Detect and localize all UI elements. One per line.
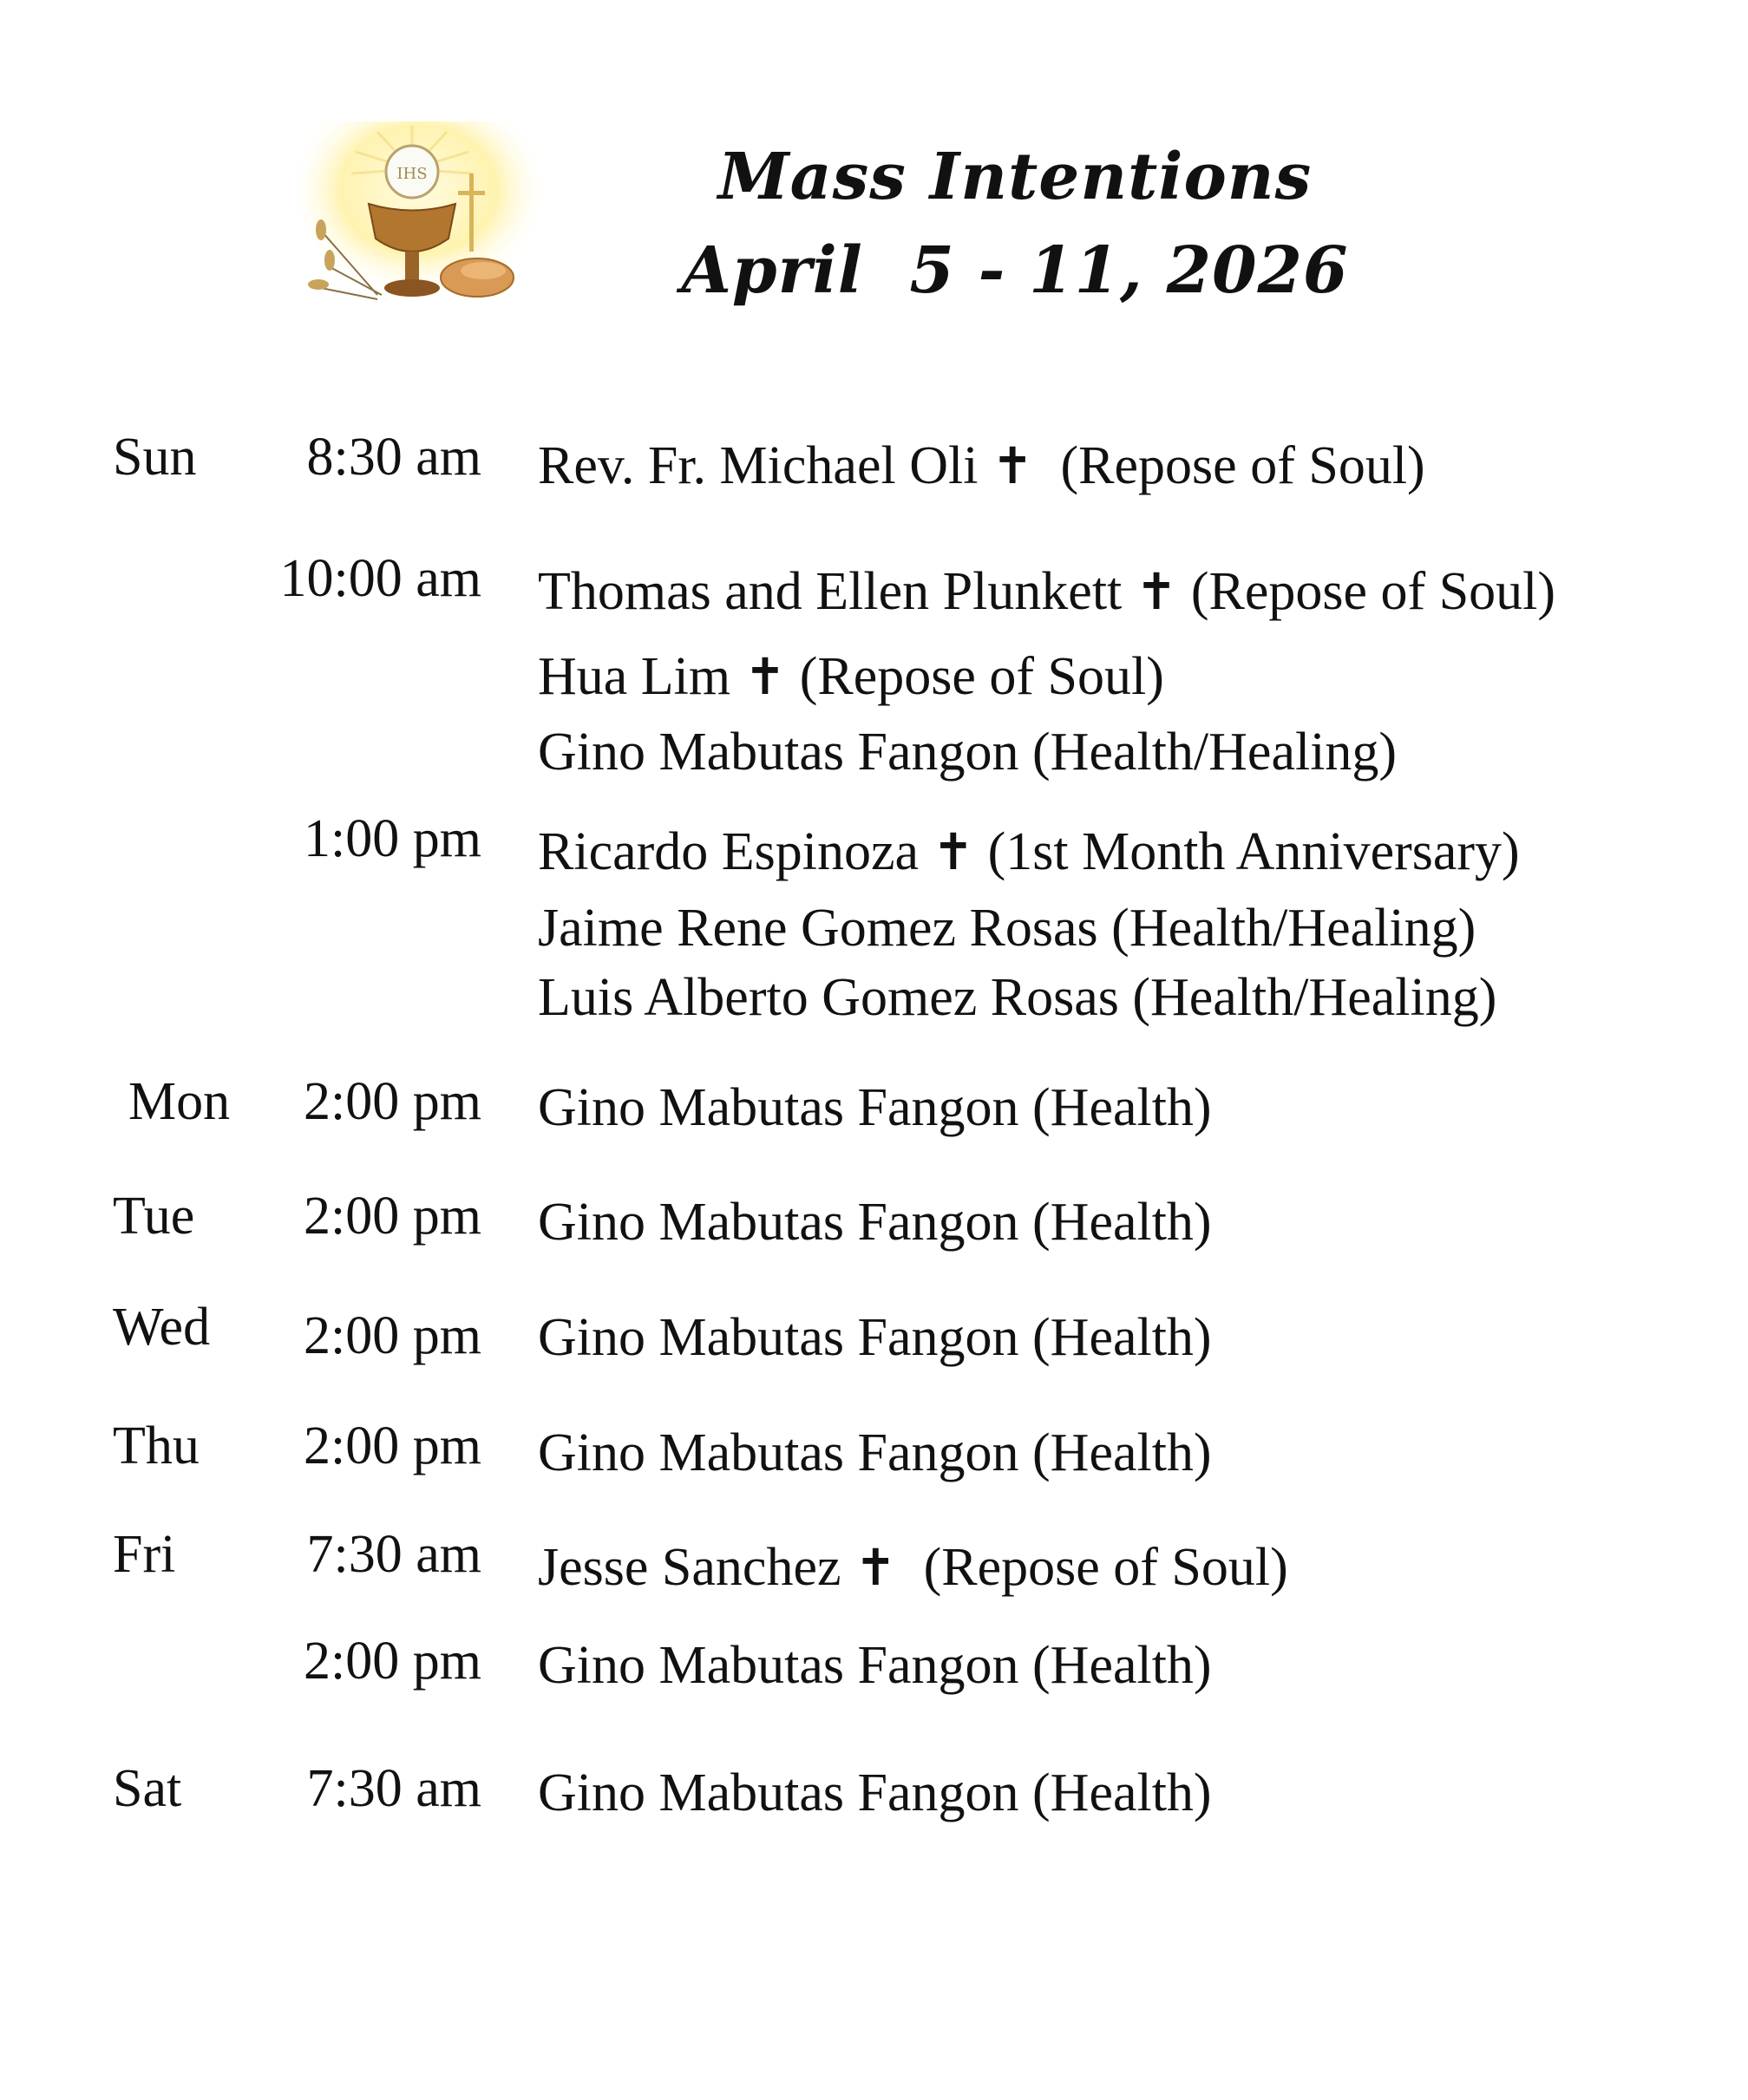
title-line-1: Mass Intentions [717,140,1313,214]
intention-line: Gino Mabutas Fangon (Health) [538,1423,1212,1482]
time-label: 7:30 am [306,1759,481,1818]
cross-icon: ✝ [1135,562,1178,621]
day-label: Tue [113,1187,195,1246]
cross-icon: ✝ [932,822,975,881]
time-label: 2:00 pm [304,1306,481,1365]
day-label: Mon [128,1072,231,1131]
intention-line: Thomas and Ellen Plunkett ✝ (Repose of Soul) [538,562,1556,621]
intention-line: Luis Alberto Gomez Rosas (Health/Healing) [538,968,1497,1027]
intention-line: Gino Mabutas Fangon (Health/Healing) [538,723,1398,782]
page-title [659,130,1371,317]
time-label: 10:00 am [279,549,481,608]
title-line-2: April 5 - 11, 2026 [681,233,1349,308]
time-label: 2:00 pm [304,1632,481,1691]
day-label: Sun [113,428,197,487]
svg-text:IHS: IHS [396,165,428,183]
time-label: 2:00 pm [304,1187,481,1246]
chalice-host-bread-wheat-icon [299,121,538,317]
cross-icon: ✝ [991,436,1034,495]
intention-line: Rev. Fr. Michael Oli ✝ (Repose of Soul) [538,436,1425,495]
intention-line: Gino Mabutas Fangon (Health) [538,1078,1212,1137]
time-label: 2:00 pm [304,1072,481,1131]
day-label: Wed [113,1298,211,1357]
intention-line: Gino Mabutas Fangon (Health) [538,1193,1212,1252]
cross-icon: ✝ [743,647,787,706]
day-label: Sat [113,1759,182,1818]
day-label: Fri [113,1525,176,1584]
intention-line: Hua Lim ✝ (Repose of Soul) [538,647,1164,706]
intention-line: Gino Mabutas Fangon (Health) [538,1308,1212,1367]
cross-icon: ✝ [854,1538,897,1597]
time-label: 8:30 am [306,428,481,487]
intention-line: Jaime Rene Gomez Rosas (Health/Healing) [538,899,1476,958]
intention-line: Jesse Sanchez ✝ (Repose of Soul) [538,1538,1288,1597]
time-label: 2:00 pm [304,1416,481,1475]
day-label: Thu [113,1416,200,1475]
time-label: 7:30 am [306,1525,481,1584]
time-label: 1:00 pm [304,809,481,868]
intention-line: Gino Mabutas Fangon (Health) [538,1763,1212,1822]
intention-line: Gino Mabutas Fangon (Health) [538,1636,1212,1695]
intention-line: Ricardo Espinoza ✝ (1st Month Anniversary) [538,822,1520,881]
